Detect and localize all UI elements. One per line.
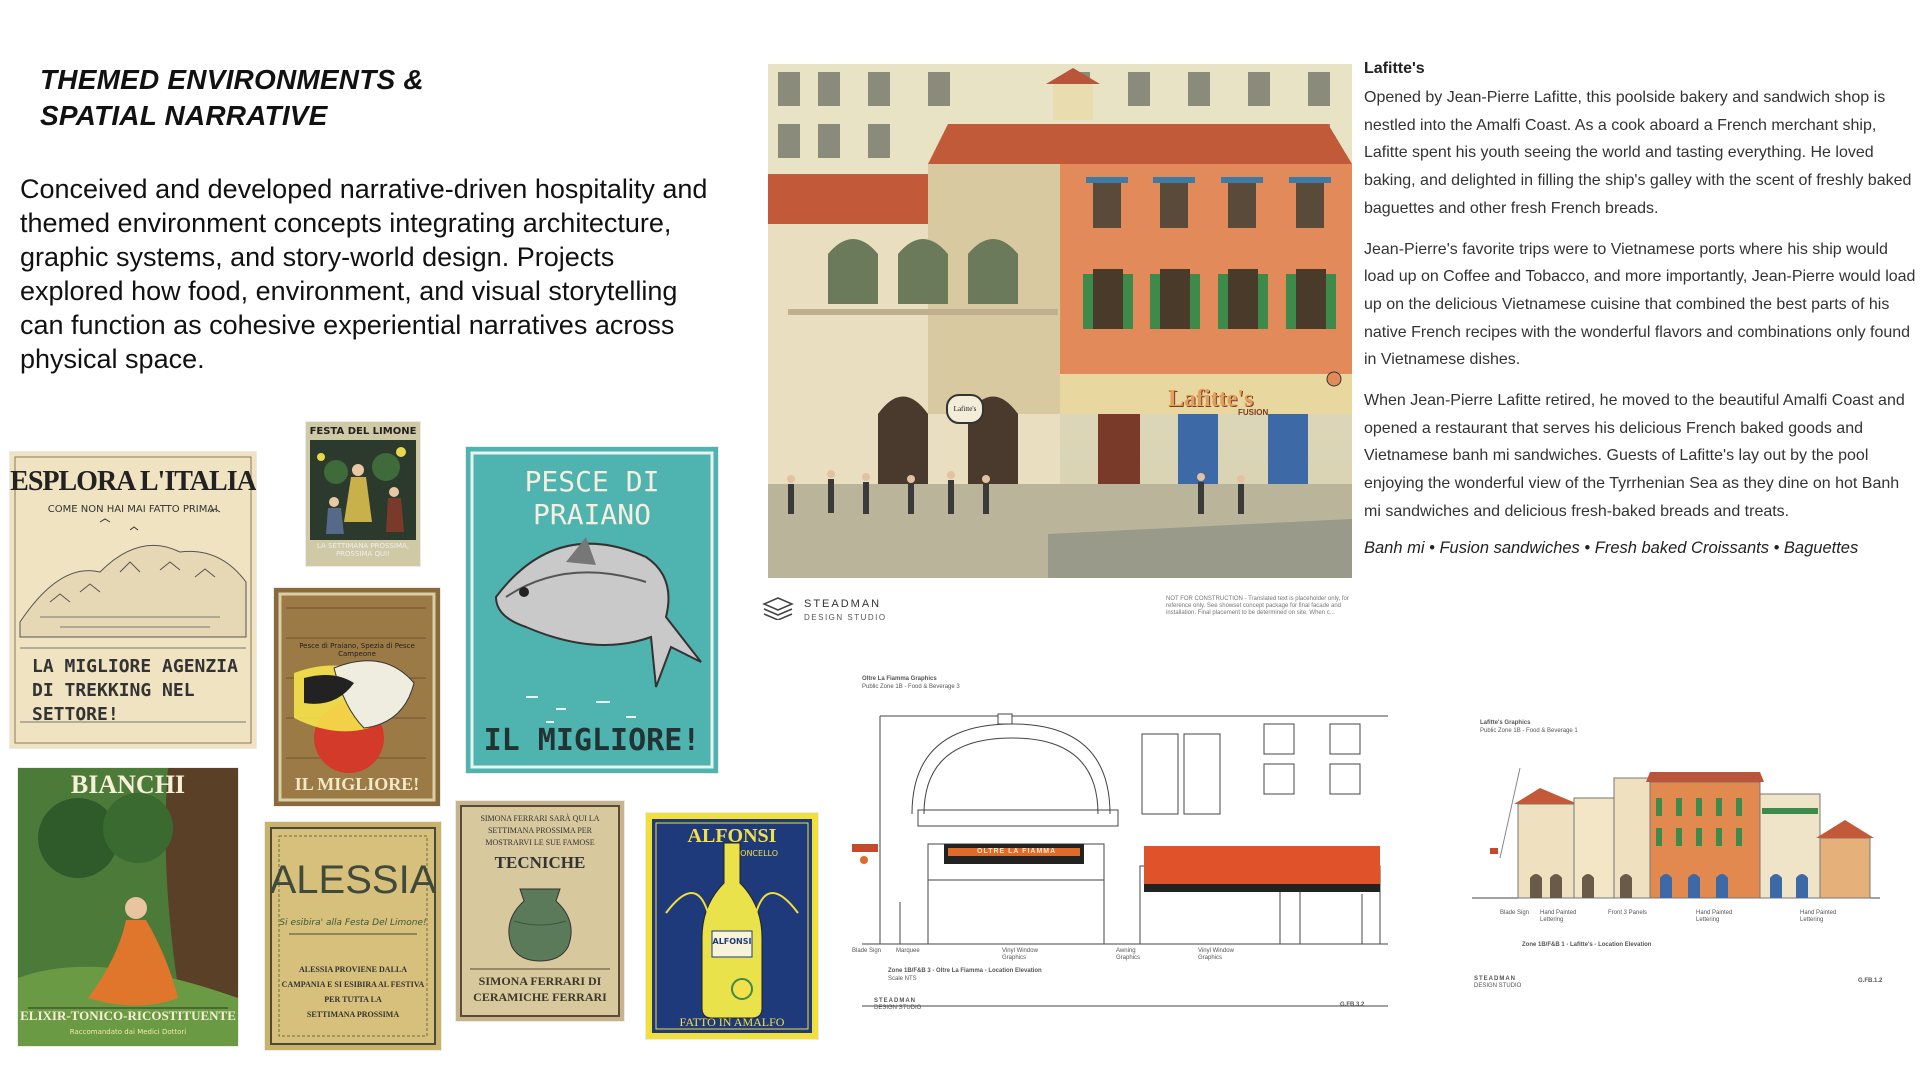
- poster-title: ALESSIA: [269, 858, 437, 902]
- label-front-panels: Front 3 Panels: [1608, 910, 1648, 916]
- round-blade-sign: Lafitte's: [946, 394, 984, 424]
- poster-bottom-text: ALESSIA PROVIENE DALLA CAMPANIA E SI ESIBIRA AL FESTIVA PER TUTTA LA SETTIMANA PROSSIMA: [281, 965, 425, 1019]
- poster-top-text: Pesce di Praiano, Spezia di Pesce Campeone: [299, 642, 415, 658]
- label-vinyl-window-1: Vinyl Window Graphics: [1002, 948, 1038, 961]
- page-number: G.FB.3.2: [1340, 1002, 1365, 1008]
- elevation-title: Oltre La Fiamma Graphics: [862, 676, 937, 682]
- studio-name: STEADMAN: [874, 998, 916, 1004]
- poster-script-text: Si esibira' alla Festa Del Limone!: [279, 918, 427, 928]
- studio-name: STEADMAN: [804, 598, 882, 610]
- title-line-1: THEMED ENVIRONMENTS &: [40, 64, 424, 95]
- page-number: G.FB.1.2: [1858, 978, 1883, 984]
- poster-small-text: Raccomandato dai Medici Dottori: [69, 1028, 187, 1036]
- poster-bottom-text: IL MIGLIORE!: [483, 723, 701, 758]
- menu-tagline: Banh mi • Fusion sandwiches • Fresh baked Croissants • Baguettes: [1364, 538, 1859, 557]
- lafittes-sign-sub: FUSION: [1238, 408, 1269, 417]
- poster-subtitle: COME NON HAI MAI FATTO PRIMA!: [47, 504, 219, 515]
- studio-subtitle: DESIGN STUDIO: [1474, 983, 1522, 989]
- poster-title: TECNICHE: [494, 853, 586, 872]
- poster-bottom-text: LA MIGLIORE AGENZIA DI TREKKING NEL SETTORE!: [32, 656, 238, 725]
- studio-name: STEADMAN: [1474, 976, 1516, 982]
- poster-title: BIANCHI: [70, 770, 186, 799]
- poster-title: PESCE DI PRAIANO: [524, 465, 660, 531]
- poster-bottom-text: IL MIGLIORE!: [294, 774, 420, 794]
- poster-bottom-text: ELIXIR-TONICO-RICOSTITUENTE: [20, 1008, 236, 1023]
- intro-paragraph: Conceived and developed narrative-driven hospitality and themed environment concepts integrating architecture, graphic systems, and story-world design. Projects explored how food, environment, and visual storytelling can function as cohesive experiential narratives across physical space.: [20, 174, 708, 374]
- page-title: [40, 62, 424, 134]
- poster-bianchi: [18, 768, 238, 1046]
- woman-tree-illustration: [18, 768, 238, 1046]
- poster-alfonsi: [646, 813, 818, 1039]
- label-hand-painted-3: Hand Painted Lettering: [1800, 910, 1837, 923]
- label-marquee: Marquee: [896, 948, 920, 954]
- elevation-subtitle: Public Zone 1B - Food & Beverage 3: [862, 684, 960, 690]
- poster-title: ESPLORA L'ITALIA: [10, 466, 256, 497]
- label-hand-painted-1: Hand Painted Lettering: [1540, 910, 1577, 923]
- elevation-caption: Zone 1B/F&B 3 - Oltre La Fiamma - Location Elevation: [888, 968, 1042, 974]
- poster-alessia: [265, 822, 441, 1050]
- title-line-2: SPATIAL NARRATIVE: [40, 100, 328, 131]
- label-blade-sign: Blade Sign: [1500, 910, 1530, 916]
- elevation-subtitle: Public Zone 1B - Food & Beverage 1: [1480, 728, 1578, 734]
- poster-bottom-text: FATTO IN AMALFO: [679, 1015, 785, 1029]
- elevation-scale: Scale NTS: [888, 976, 917, 982]
- elevation-caption: Zone 1B/F&B 1 - Lafitte's - Location Elevation: [1522, 942, 1652, 948]
- elevation-oltre-la-fiamma: [852, 676, 1392, 1016]
- poster-festa-del-limone: [306, 422, 420, 566]
- elevation-drawing: [1470, 758, 1890, 958]
- poster-tecniche: [456, 801, 624, 1021]
- lafittes-rendering: [768, 64, 1352, 578]
- lafittes-description: [1364, 60, 1920, 558]
- elevation-drawing: [852, 694, 1392, 1014]
- description-paragraph-2: Jean-Pierre's favorite trips were to Vietnamese ports where his ship would load up on Coffee and Tobacco, and more importantly, Jean-Pierre would load up on the delicious Vietnamese cuisine that combined the best parts of his native French recipes with the wonderful flavors and combinations only found in Vietnamese dishes.: [1364, 240, 1916, 369]
- label-hand-painted-2: Hand Painted Lettering: [1696, 910, 1733, 923]
- label-vinyl-window-2: Vinyl Window Graphics: [1198, 948, 1234, 961]
- layers-icon: [762, 596, 794, 620]
- poster-title: ALFONSI: [687, 825, 777, 847]
- lafittes-sign: Lafitte's: [1168, 386, 1254, 412]
- studio-subtitle: DESIGN STUDIO: [804, 613, 887, 622]
- construction-note: NOT FOR CONSTRUCTION - Translated text is placeholder only, for reference only. See showset concept package for final facade and installation. Final placement to be determined on site. When c...: [1166, 596, 1349, 616]
- description-heading: Lafitte's: [1364, 60, 1425, 77]
- poster-esplora-italia: [10, 452, 256, 748]
- description-paragraph-3: When Jean-Pierre Lafitte retired, he moved to the beautiful Amalfi Coast and opened a restaurant that serves his delicious French baked goods and Vietnamese banh mi sandwiches. Guests of Lafitte's lay out by the pool enjoying the wonderful view of the Tyrrhenian Sea as they dine on hot Banh mi sandwiches and delicious fresh-baked breads and treats.: [1364, 392, 1905, 520]
- poster-bottom-text: SIMONA FERRARI DI CERAMICHE FERRARI: [473, 974, 607, 1004]
- poster-bottom-text: LA SETTIMANA PROSSIMA, PROSSIMA QUI!: [316, 542, 410, 558]
- description-paragraph-1: Opened by Jean-Pierre Lafitte, this poolside bakery and sandwich shop is nestled into the Amalfi Coast. As a cook aboard a French merchant ship, Lafitte spent his youth seeing the world and tasting everything. He loved baking, and delighted in filling the ship's galley with the scent of freshly baked baguettes and other fresh French breads.: [1364, 89, 1912, 217]
- studio-subtitle: DESIGN STUDIO: [874, 1005, 922, 1011]
- bottle-label: ALFONSI: [712, 937, 752, 946]
- poster-praiano-fish: [274, 588, 440, 806]
- label-awning: Awning Graphics: [1116, 948, 1141, 961]
- poster-pesce-di-praiano: [466, 447, 718, 773]
- poster-subtitle: LIMONCELLO: [726, 849, 778, 858]
- poster-title: FESTA DEL LIMONE: [309, 426, 417, 437]
- building-illustration: [768, 64, 1352, 578]
- elevation-lafittes: [1470, 720, 1890, 990]
- elevation-title: Lafitte's Graphics: [1480, 720, 1531, 726]
- label-blade-sign: Blade Sign: [852, 948, 882, 954]
- poster-top-text: SIMONA FERRARI SARÀ QUI LA SETTIMANA PROSSIMA PER MOSTRARVI LE SUE FAMOSE: [480, 814, 600, 847]
- marquee-sign: OLTRE LA FIAMMA: [977, 848, 1057, 855]
